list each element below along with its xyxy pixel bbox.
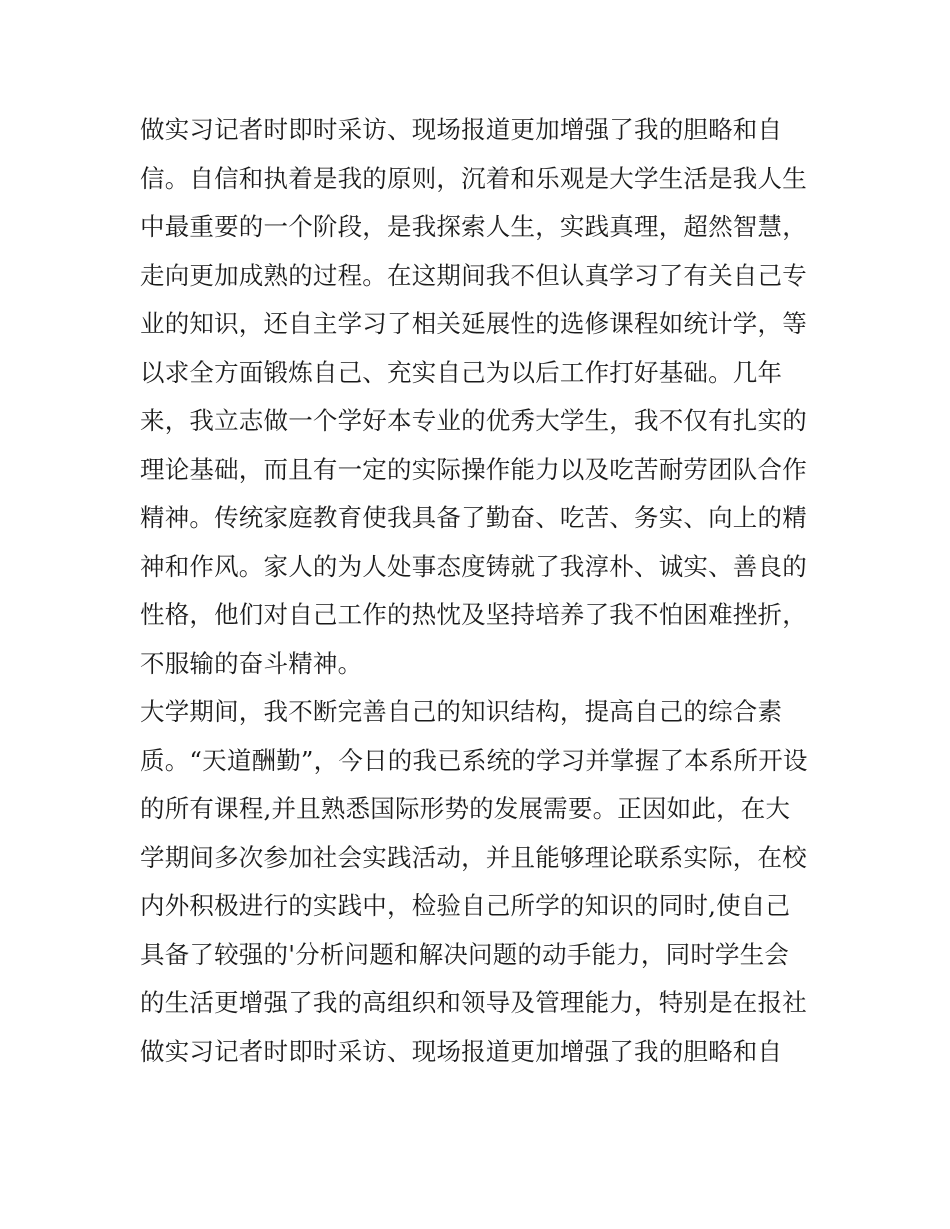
text-line: 走向更加成熟的过程。在这期间我不但认真学习了有关自己专 <box>140 260 807 290</box>
text-line: 具备了较强的'分析问题和解决问题的动手能力，同时学生会 <box>140 939 790 969</box>
text-line: 业的知识，还自主学习了相关延展性的选修课程如统计学，等 <box>140 309 807 338</box>
text-line: 学期间多次参加社会实践活动，并且能够理论联系实际，在校 <box>140 842 807 872</box>
text-line: 精神。传统家庭教育使我具备了勤奋、吃苦、务实、向上的精 <box>140 503 807 532</box>
text-line: 性格，他们对自己工作的热忱及坚持培养了我不怕困难挫折， <box>140 600 807 629</box>
text-line: 大学期间，我不断完善自己的知识结构，提高自己的综合素 <box>140 697 783 726</box>
text-line: 中最重要的一个阶段，是我探索人生，实践真理，超然智慧， <box>140 212 807 241</box>
text-line: 信。自信和执着是我的原则，沉着和乐观是大学生活是我人生 <box>140 163 807 193</box>
text-line: 做实习记者时即时采访、现场报道更加增强了我的胆略和自 <box>140 1036 783 1066</box>
text-line: 内外积极进行的实践中，检验自己所学的知识的同时,使自己 <box>140 891 791 920</box>
text-line: 的所有课程,并且熟悉国际形势的发展需要。正因如此，在大 <box>140 794 791 823</box>
text-line: 理论基础，而且有一定的实际操作能力以及吃苦耐劳团队合作 <box>140 454 807 484</box>
text-line: 不服输的奋斗精神。 <box>140 648 363 678</box>
text-line: 来，我立志做一个学好本专业的优秀大学生，我不仅有扎实的 <box>140 406 807 435</box>
text-line: 质。“天道酬勤”，今日的我已系统的学习并掌握了本系所开设 <box>140 745 808 775</box>
body-text <box>140 106 830 1076</box>
text-line: 神和作风。家人的为人处事态度铸就了我淳朴、诚实、善良的 <box>140 551 807 581</box>
text-line: 的生活更增强了我的高组织和领导及管理能力，特别是在报社 <box>140 988 807 1017</box>
text-line: 做实习记者时即时采访、现场报道更加增强了我的胆略和自 <box>140 115 783 144</box>
text-line: 以求全方面锻炼自己、充实自己为以后工作打好基础。几年 <box>140 357 783 387</box>
